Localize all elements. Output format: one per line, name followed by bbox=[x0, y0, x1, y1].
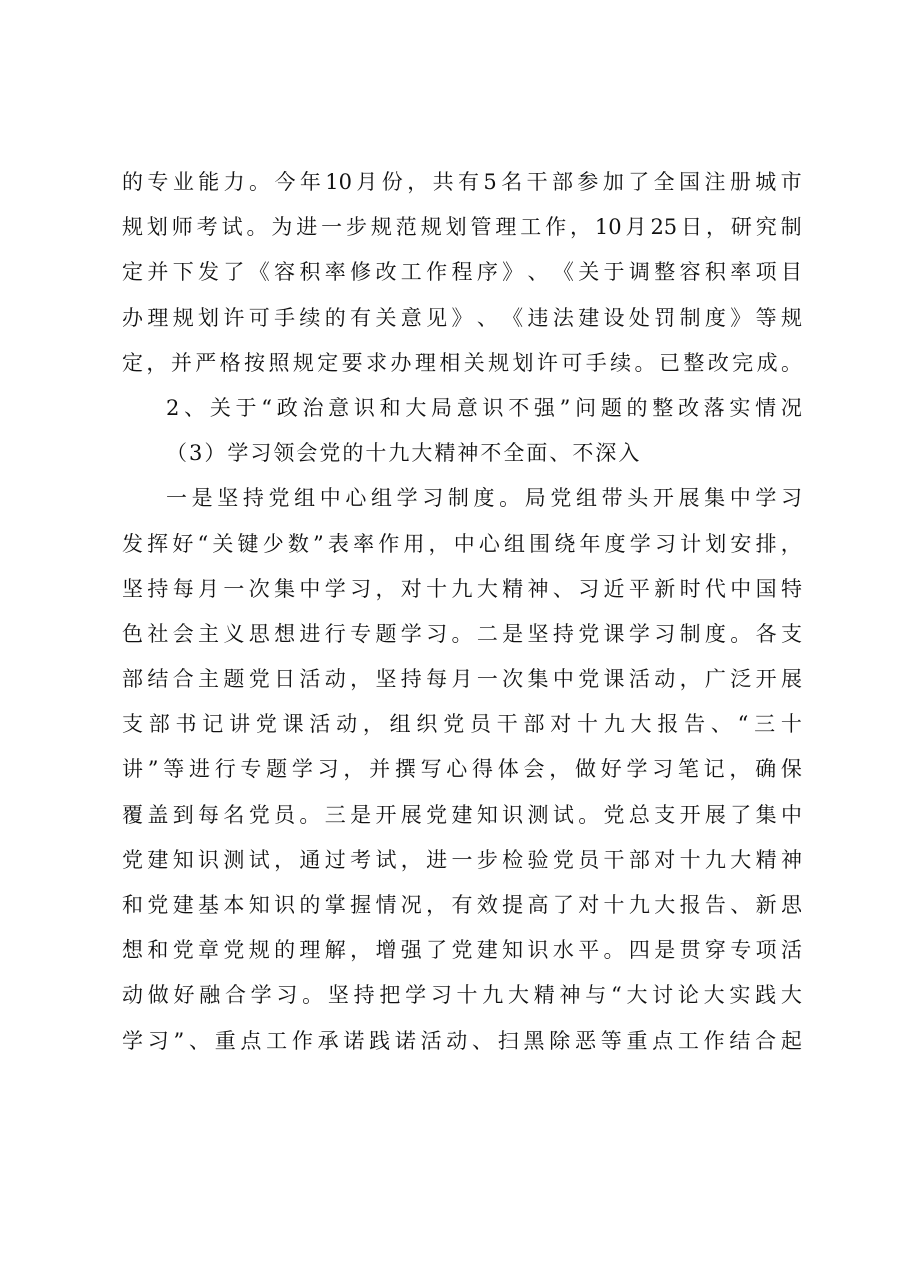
text-line: 部 结 合 主 题 党 日 活 动 ， 坚 持 每 月 一 次 集 中 党 课 活 动 ， 广 泛 开 展 bbox=[122, 667, 802, 692]
text-line: 色 社 会 主 义 思 想 进 行 专 题 学 习 。 二 是 坚 持 党 课 学 习 制 度 。 各 支 bbox=[122, 621, 802, 646]
text-line: 党 建 知 识 测 试 ， 通 过 考 试 ， 进 一 步 检 验 党 员 干 部 对 十 九 大 精 神 bbox=[122, 847, 802, 872]
text-line: 和 党 建 基 本 知 识 的 掌 握 情 况 ， 有 效 提 高 了 对 十 九 大 报 告 、 新 思 bbox=[122, 893, 802, 917]
text-line: 2 、 关 于 “ 政 治 意 识 和 大 局 意 识 不 强 ” 问 题 的 整 改 落 实 情 况 bbox=[166, 395, 802, 420]
text-line: 规 划 师 考 试 。 为 进 一 步 规 范 规 划 管 理 工 作 ， 10 月 25 日 ， 研 究 制 bbox=[122, 215, 802, 240]
text-line: 讲 ” 等 进 行 专 题 学 习 ， 并 撰 写 心 得 体 会 ， 做 好 学 习 笔 记 ， 确 保 bbox=[122, 757, 802, 782]
text-line: 办 理 规 划 许 可 手 续 的 有 关 意 见 》 、 《 违 法 建 设 处 罚 制 度 》 等 规 bbox=[122, 305, 802, 330]
text-line: 的 专 业 能 力 。 今 年 10 月 份 ， 共 有 5 名 干 部 参 加 了 全 国 注 册 城 市 bbox=[122, 170, 802, 194]
text-line bbox=[122, 431, 802, 476]
text-line: 想 和 党 章 党 规 的 理 解 ， 增 强 了 党 建 知 识 水 平 。 四 是 贯 穿 专 项 活 bbox=[122, 938, 802, 963]
text-line: 一 是 坚 持 党 组 中 心 组 学 习 制 度 。 局 党 组 带 头 开 展 集 中 学 习 bbox=[166, 486, 802, 511]
text-line: 定 并 下 发 了 《 容 积 率 修 改 工 作 程 序 》 、 《 关 于 调 整 容 积 率 项 目 bbox=[122, 260, 802, 285]
text-line: 覆 盖 到 每 名 党 员 。 三 是 开 展 党 建 知 识 测 试 。 党 总 支 开 展 了 集 中 bbox=[122, 802, 802, 827]
text-line: 学 习 ” 、 重 点 工 作 承 诺 践 诺 活 动 、 扫 黑 除 恶 等 重 点 工 作 结 合 起 bbox=[122, 1028, 802, 1053]
text-line: 动 做 好 融 合 学 习 。 坚 持 把 学 习 十 九 大 精 神 与 “ 大 讨 论 大 实 践 大 bbox=[122, 983, 802, 1008]
body-text bbox=[122, 160, 802, 1064]
text-line-content: （3）学习领会党的十九大精神不全面、不深入 bbox=[166, 441, 642, 466]
text-line: 发 挥 好 “ 关 键 少 数 ” 表 率 作 用 ， 中 心 组 围 绕 年 度 学 习 计 划 安 排 ， bbox=[122, 531, 802, 556]
text-line: 坚 持 每 月 一 次 集 中 学 习 ， 对 十 九 大 精 神 、 习 近 平 新 时 代 中 国 特 bbox=[122, 576, 802, 601]
text-line: 支 部 书 记 讲 党 课 活 动 ， 组 织 党 员 干 部 对 十 九 大 报 告 、 “ 三 十 bbox=[122, 712, 802, 737]
text-line: 定 ， 并 严 格 按 照 规 定 要 求 办 理 相 关 规 划 许 可 手 续 。 已 整 改 完 成 。 bbox=[122, 350, 802, 375]
